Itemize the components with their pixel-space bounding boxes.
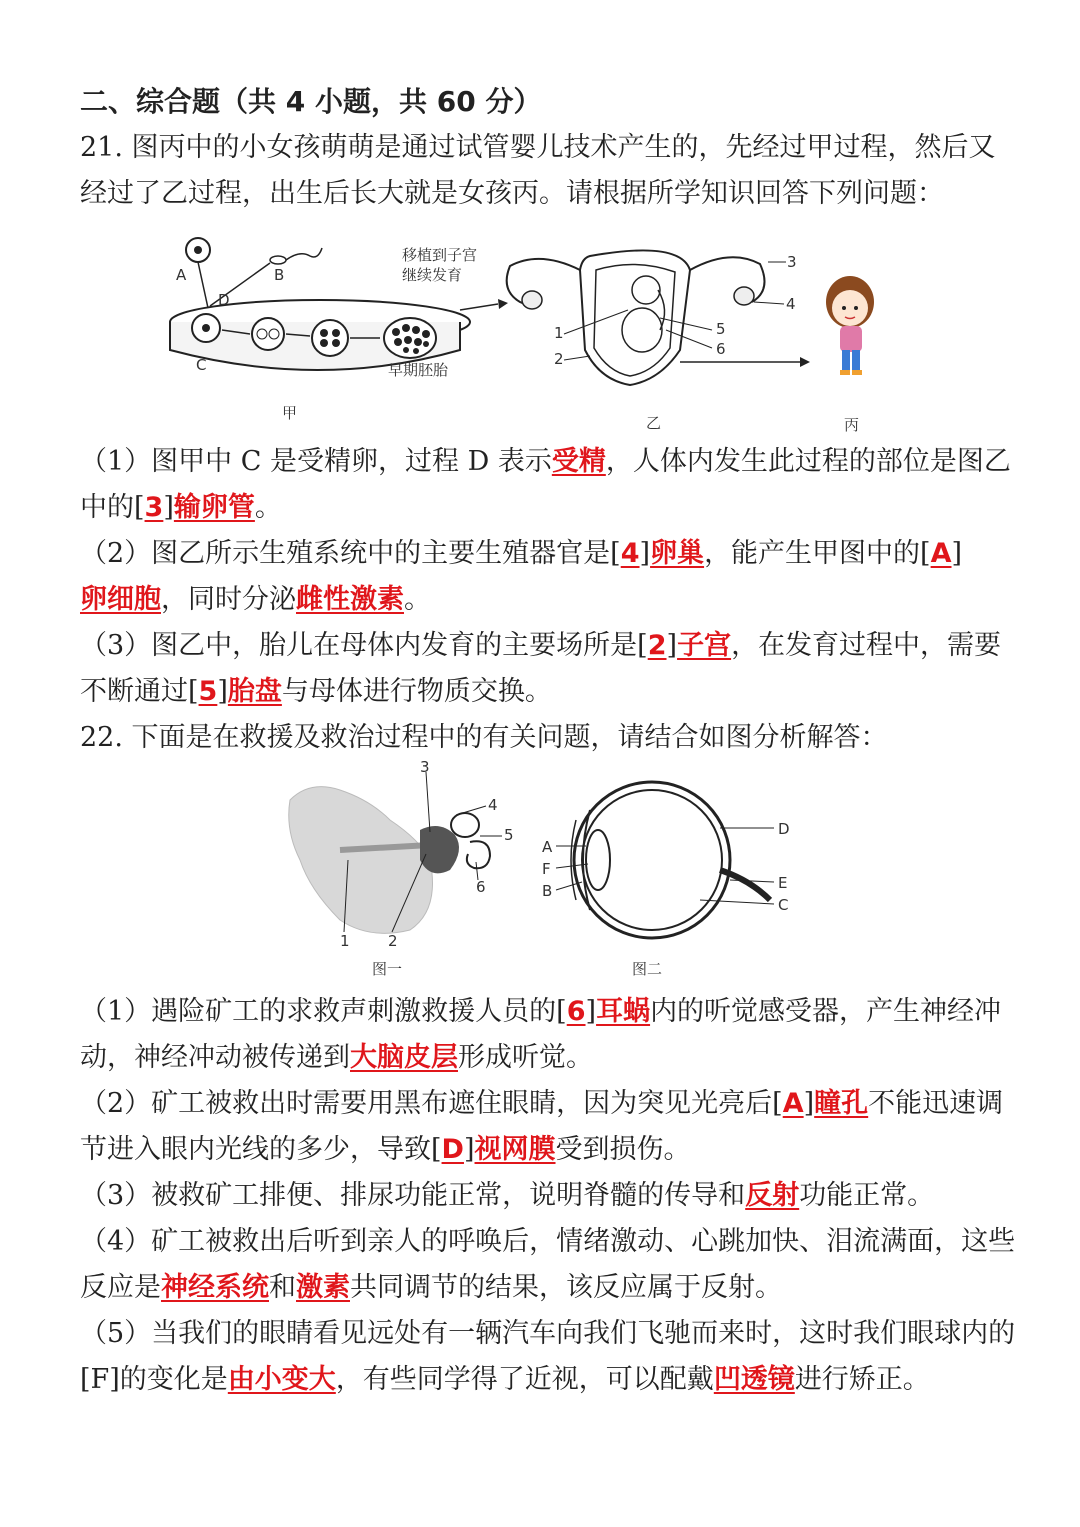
ear-num-1: 1 (340, 932, 350, 950)
section-title: 二、综合题（共 4 小题，共 60 分） (80, 85, 542, 118)
caption-fig1: 图一 (372, 960, 403, 978)
label-b: B (274, 266, 285, 284)
answer-hormone: 激素 (296, 1272, 350, 1303)
answer-small-to-large: 由小变大 (227, 1364, 336, 1395)
answer-num-3: 3 (144, 492, 164, 523)
embryo-label: 早期胚胎 (388, 361, 449, 379)
eye-label-e: E (778, 874, 788, 892)
num-1: 1 (554, 324, 564, 342)
num-6: 6 (716, 340, 726, 358)
q22-p4-line1: （4）矿工被救出后听到亲人的呼唤后，情绪激动、心跳加快、泪流满面，这些 (80, 1226, 1016, 1257)
q22-p1-line2: 动，神经冲动被传递到大脑皮层形成听觉。 (80, 1042, 593, 1073)
reproduction-figure (160, 230, 920, 440)
answer-placenta: 胎盘 (227, 676, 282, 707)
answer-fertilization: 受精 (551, 446, 606, 477)
caption-jia: 甲 (282, 404, 298, 422)
q21-p2-line1: （2）图乙所示生殖系统中的主要生殖器官是[4]卵巢，能产生甲图中的[A] (80, 538, 963, 569)
ear-eye-figure (280, 760, 820, 985)
q22-p2-line1: （2）矿工被救出时需要用黑布遮住眼睛，因为突见光亮后[A]瞳孔不能迅速调 (80, 1088, 1004, 1119)
caption-fig2: 图二 (632, 960, 663, 978)
ear-num-4: 4 (488, 796, 498, 814)
num-2: 2 (554, 350, 564, 368)
ear-diagram (289, 760, 514, 978)
q21-p3-line2: 不断通过[5]胎盘与母体进行物质交换。 (80, 676, 552, 707)
q22-p5-line2: [F]的变化是由小变大，有些同学得了近视，可以配戴凹透镜进行矫正。 (80, 1364, 930, 1395)
answer-cochlea: 耳蜗 (596, 996, 651, 1027)
q22-stem: 22. 下面是在救援及救治过程中的有关问题，请结合如图分析解答： (80, 722, 888, 753)
answer-oviduct: 输卵管 (173, 492, 255, 523)
sperm-b (270, 256, 286, 264)
eye-label-b: B (542, 882, 553, 900)
answer-retina: 视网膜 (474, 1134, 556, 1165)
q21-p3-line1: （3）图乙中，胎儿在母体内发育的主要场所是[2]子宫，在发育过程中，需要 (80, 630, 1002, 661)
eye-diagram (542, 782, 790, 978)
female-reproductive-system-diagram (507, 250, 810, 432)
answer-reflex: 反射 (745, 1180, 800, 1211)
answer-letter-d: D (441, 1134, 464, 1165)
num-3: 3 (787, 253, 797, 271)
ear-num-3: 3 (420, 760, 430, 776)
answer-letter-a: A (930, 538, 952, 569)
ivf-process-diagram (170, 238, 508, 422)
arrow-text-2: 继续发育 (402, 266, 463, 284)
answer-estrogen: 雌性激素 (296, 584, 404, 615)
answer-concave-lens: 凹透镜 (713, 1364, 795, 1395)
q21-stem-line2: 经过了乙过程，出生后长大就是女孩丙。请根据所学知识回答下列问题： (80, 178, 944, 209)
label-d: D (218, 291, 230, 309)
answer-pupil: 瞳孔 (814, 1088, 869, 1119)
q22-p4-line2: 反应是神经系统和激素共同调节的结果，该反应属于反射。 (80, 1272, 782, 1303)
q21-stem-line1: 21. 图丙中的小女孩萌萌是通过试管婴儿技术产生的，先经过甲过程，然后又 (80, 132, 996, 163)
q22-p5-line1: （5）当我们的眼睛看见远处有一辆汽车向我们飞驰而来时，这时我们眼球内的 (80, 1318, 1016, 1349)
answer-num-2: 2 (647, 630, 667, 661)
eye-label-d: D (778, 820, 790, 838)
caption-yi: 乙 (646, 414, 662, 432)
q21-p1-line1: （1）图甲中 C 是受精卵，过程 D 表示受精，人体内发生此过程的部位是图乙 (80, 446, 1011, 477)
label-c: C (196, 356, 207, 374)
q22-p2-line2: 节进入眼内光线的多少，导致[D]视网膜受到损伤。 (80, 1134, 691, 1165)
answer-egg-cell: 卵细胞 (80, 584, 161, 615)
answer-nervous-system: 神经系统 (161, 1272, 269, 1303)
answer-ovary: 卵巢 (650, 538, 705, 569)
q22-p3-line1: （3）被救矿工排便、排尿功能正常，说明脊髓的传导和反射功能正常。 (80, 1180, 935, 1211)
arrow-text-1: 移植到子宫 (402, 246, 478, 264)
answer-cerebral-cortex: 大脑皮层 (350, 1042, 458, 1073)
answer-num-6: 6 (566, 996, 586, 1027)
ear-num-6: 6 (476, 878, 486, 896)
num-5: 5 (716, 320, 726, 338)
ear-num-5: 5 (504, 826, 514, 844)
answer-num-4: 4 (620, 538, 640, 569)
q21-p1-line2: 中的[3]输卵管。 (80, 492, 282, 523)
ear-num-2: 2 (388, 932, 398, 950)
answer-num-5: 5 (198, 676, 218, 707)
answer-uterus: 子宫 (677, 630, 732, 661)
answer-letter-a-pupil: A (782, 1088, 804, 1119)
label-a: A (176, 266, 187, 284)
q21-p2-line2: 卵细胞，同时分泌雌性激素。 (80, 584, 431, 615)
girl-illustration (826, 276, 874, 434)
num-4: 4 (786, 295, 796, 313)
caption-bing: 丙 (844, 416, 860, 434)
q22-p1-line1: （1）遇险矿工的求救声刺激救援人员的[6]耳蜗内的听觉感受器，产生神经冲 (80, 996, 1002, 1027)
eye-label-a: A (542, 838, 553, 856)
eye-label-c: C (778, 896, 789, 914)
eye-label-f: F (542, 860, 551, 878)
